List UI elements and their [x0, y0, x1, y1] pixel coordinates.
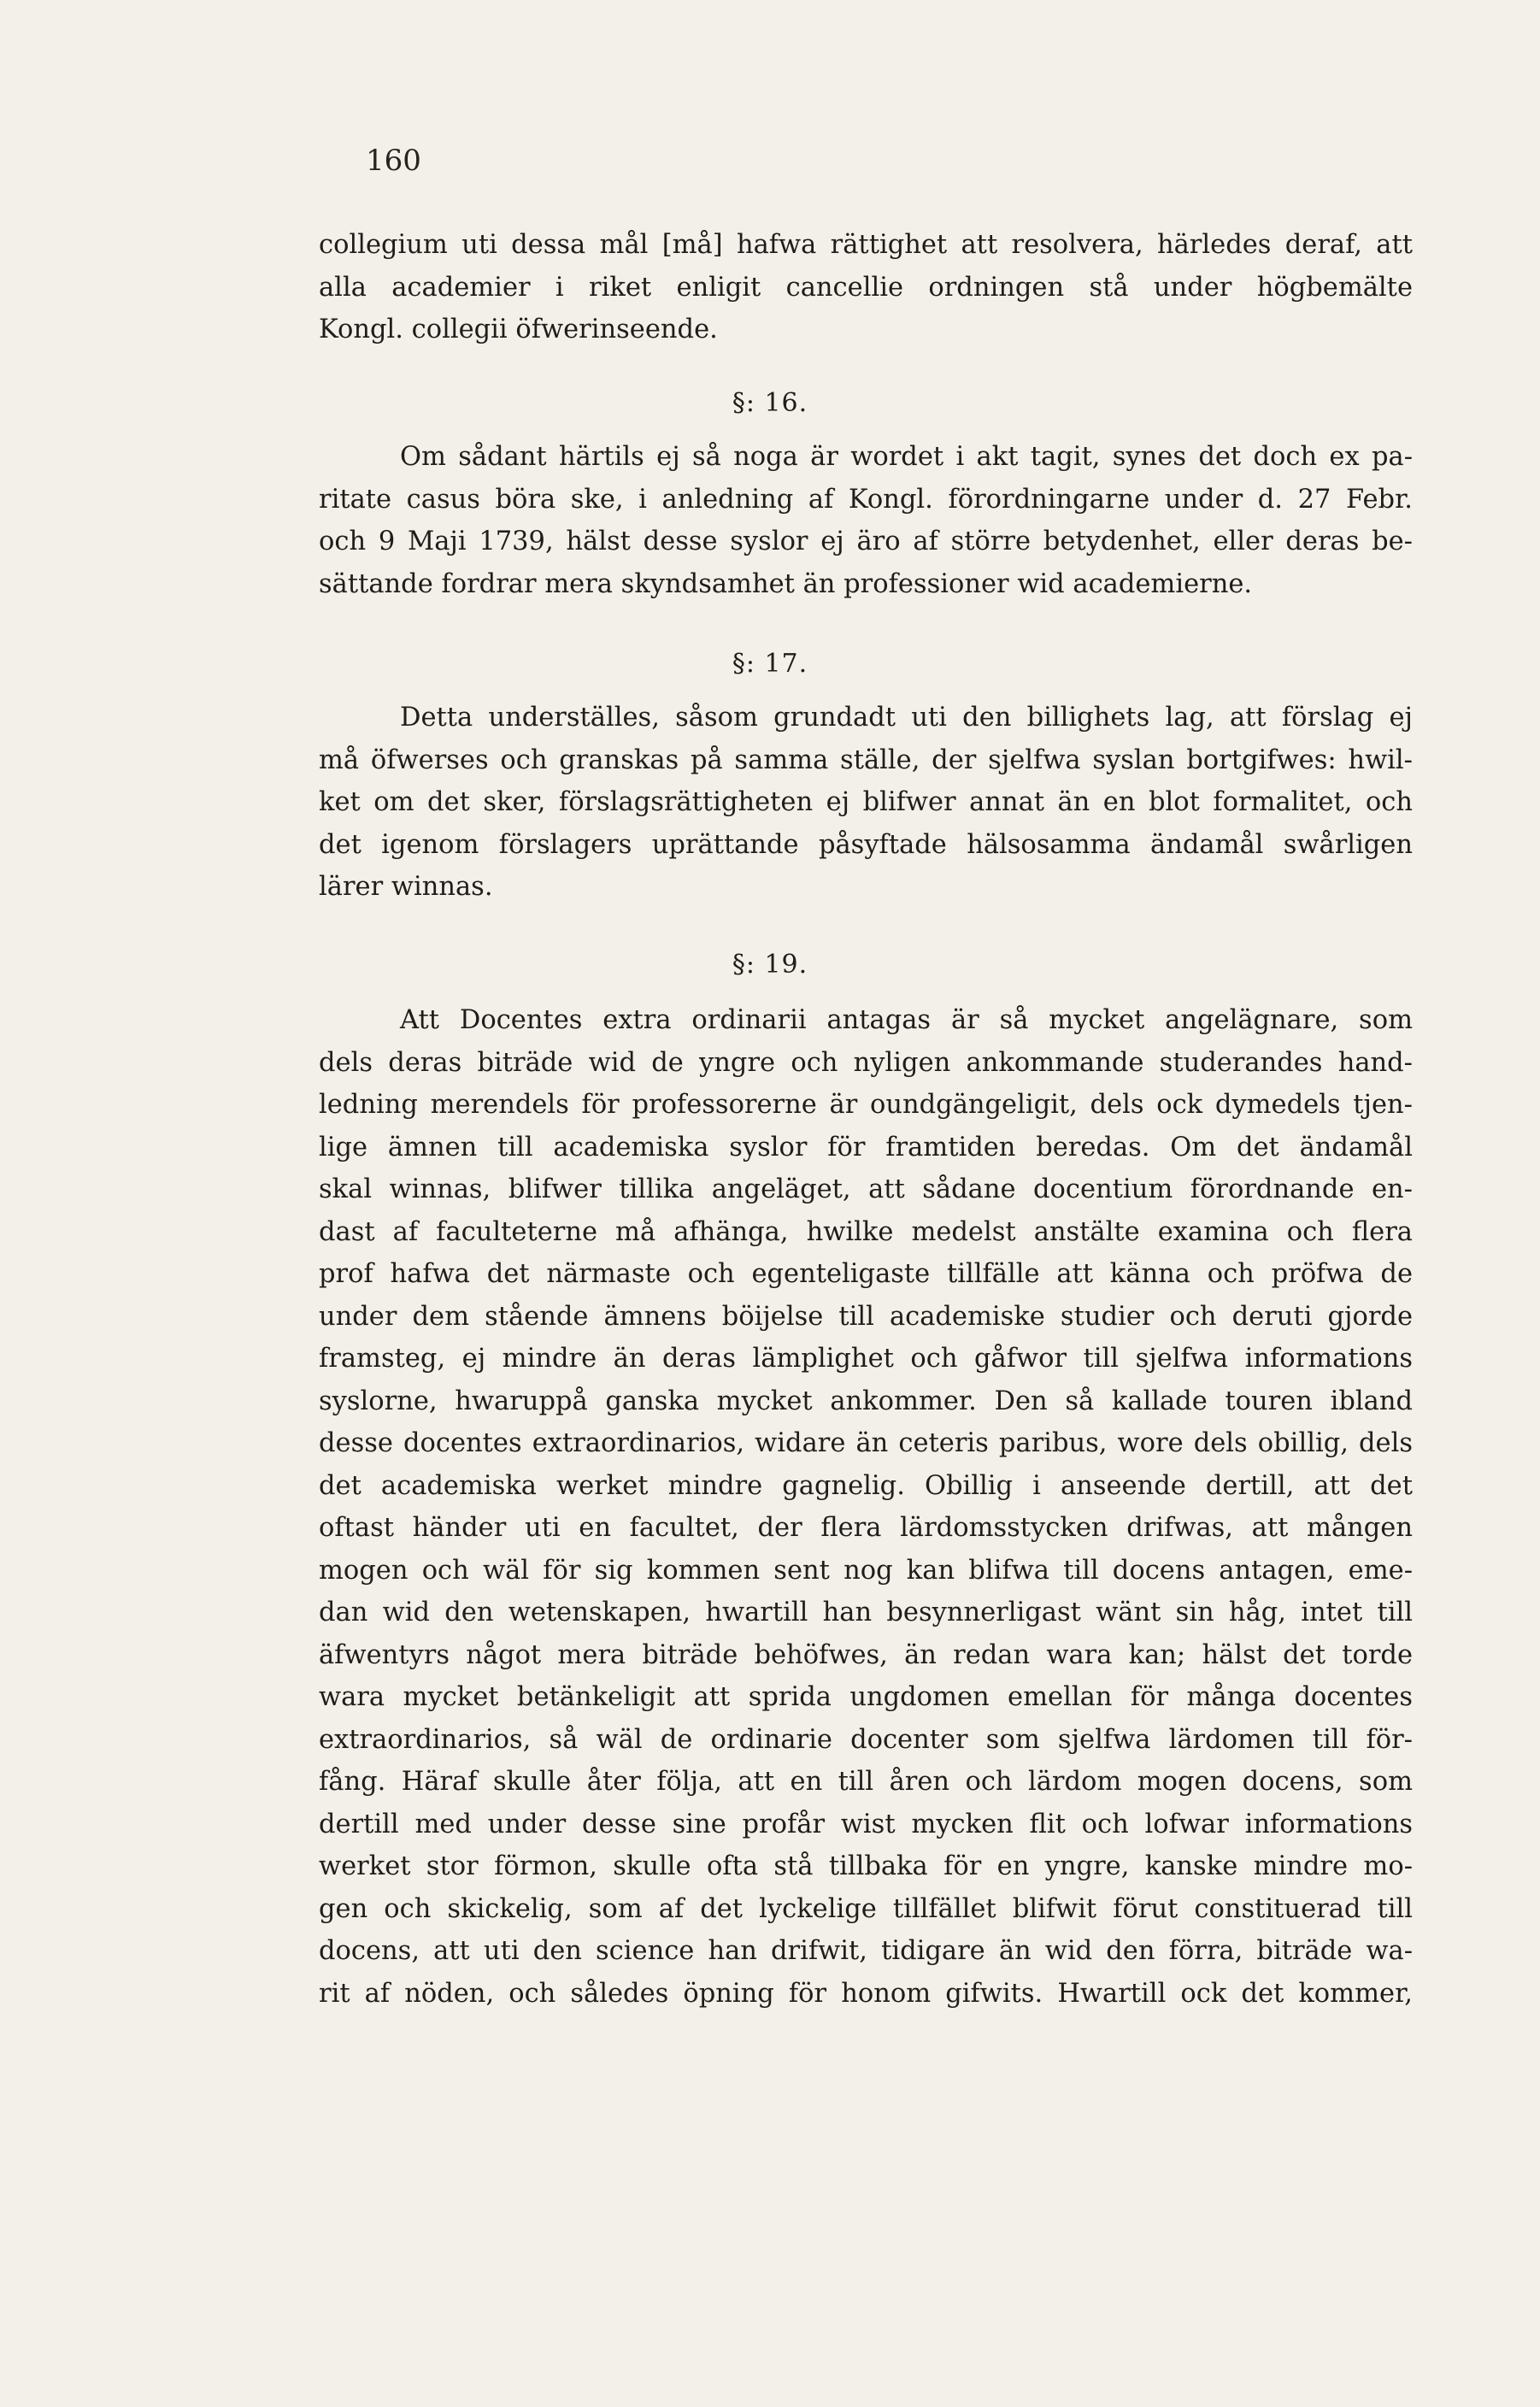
text-line: gen och skickelig, som af det lyckelige tillfället blifwit förut constituerad till — [319, 1893, 1413, 1924]
text-line: ledning merendels för professorerne är oundgängeligit, dels ock dymedels tjen- — [319, 1090, 1413, 1120]
text-line: Att Docentes extra ordinarii antagas är så mycket angelägnare, som — [400, 1005, 1413, 1035]
text-line: dan wid den wetenskapen, hwartill han besynnerligast wänt sin håg, intet till — [319, 1598, 1413, 1627]
text-line: må öfwerses och granskas på samma ställe, der sjelfwa syslan bortgifwes: hwil- — [319, 744, 1413, 775]
text-line: docens, att uti den science han drifwit, tidigare än wid den förra, biträde wa- — [319, 1936, 1413, 1966]
text-line: äfwentyrs något mera biträde behöfwes, än redan wara kan; hälst det torde — [319, 1639, 1413, 1670]
text-line: ket om det sker, förslagsrättigheten ej blifwer annat än en blot formalitet, och — [319, 787, 1413, 817]
section-heading-17: §: 17. — [732, 649, 808, 679]
text-line: rit af nöden, och således öpning för honom gifwits. Hwartill ock det kommer, — [319, 1978, 1413, 2009]
text-line: ritate casus böra ske, i anledning af Kongl. förordningarne under d. 27 Febr. — [319, 484, 1413, 515]
intro-paragraph — [319, 224, 1413, 351]
text-line: och 9 Maji 1739, hälst desse syslor ej äro af större betydenhet, eller deras be- — [319, 527, 1413, 556]
text-line: Kongl. collegii öfwerinseende. — [319, 315, 718, 344]
section-heading-19: §: 19. — [732, 950, 808, 980]
text-line: dels deras biträde wid de yngre och nyligen ankommande studerandes hand- — [319, 1047, 1413, 1078]
text-line: syslorne, hwaruppå ganska mycket ankommer. Den så kallade touren ibland — [319, 1386, 1413, 1416]
text-line: Om sådant härtils ej så noga är wordet i akt tagit, synes det doch ex pa- — [400, 442, 1413, 472]
text-line: framsteg, ej mindre än deras lämplighet och gåfwor till sjelfwa informations — [319, 1344, 1413, 1374]
section-19-paragraph — [319, 999, 1413, 2015]
text-line: under dem stående ämnens böijelse till academiske studier och deruti gjorde — [319, 1301, 1413, 1332]
text-line: det academiska werket mindre gagnelig. Obillig i anseende dertill, att det — [319, 1470, 1413, 1501]
text-line: dertill med under desse sine profår wist mycken flit och lofwar informations — [319, 1809, 1413, 1839]
text-line: sättande fordrar mera skyndsamhet än professioner wid academierne. — [319, 568, 1253, 599]
text-line: oftast händer uti en facultet, der flera lärdomsstycken drifwas, att mången — [319, 1513, 1413, 1543]
text-line: extraordinarios, så wäl de ordinarie docenter som sjelfwa lärdomen till för- — [319, 1724, 1413, 1755]
text-line: dast af faculteterne må afhänga, hwilke medelst anstälte examina och flera — [319, 1216, 1413, 1247]
page-number: 160 — [366, 144, 421, 178]
section-heading-16: §: 16. — [732, 388, 808, 418]
section-16-paragraph — [319, 436, 1413, 605]
text-line: lige ämnen till academiska syslor för framtiden beredas. Om det ändamål — [319, 1132, 1413, 1162]
text-line: desse docentes extraordinarios, widare än ceteris paribus, wore dels obillig, dels — [319, 1428, 1413, 1458]
text-line: werket stor förmon, skulle ofta stå tillbaka för en yngre, kanske mindre mo- — [319, 1851, 1413, 1881]
section-17-paragraph — [319, 697, 1413, 909]
text-line: lärer winnas. — [319, 872, 493, 902]
text-line: wara mycket betänkeligit att sprida ungdomen emellan för många docentes — [319, 1682, 1413, 1712]
text-line: collegium uti dessa mål [må] hafwa rättighet att resolvera, härledes deraf, att — [319, 230, 1413, 260]
text-line: fång. Häraf skulle åter följa, att en till åren och lärdom mogen docens, som — [319, 1767, 1413, 1797]
text-line: skal winnas, blifwer tillika angeläget, att sådane docentium förordnande en- — [319, 1174, 1413, 1204]
text-line: Detta underställes, såsom grundadt uti den billighets lag, att förslag ej — [400, 703, 1413, 733]
text-line: alla academier i riket enligit cancellie ordningen stå under högbemälte — [319, 272, 1413, 303]
text-line: det igenom förslagers uprättande påsyftade hälsosamma ändamål swårligen — [319, 829, 1413, 860]
text-line: mogen och wäl för sig kommen sent nog kan blifwa till docens antagen, eme- — [319, 1555, 1413, 1586]
text-line: prof hafwa det närmaste och egenteligaste tillfälle att känna och pröfwa de — [319, 1259, 1413, 1289]
